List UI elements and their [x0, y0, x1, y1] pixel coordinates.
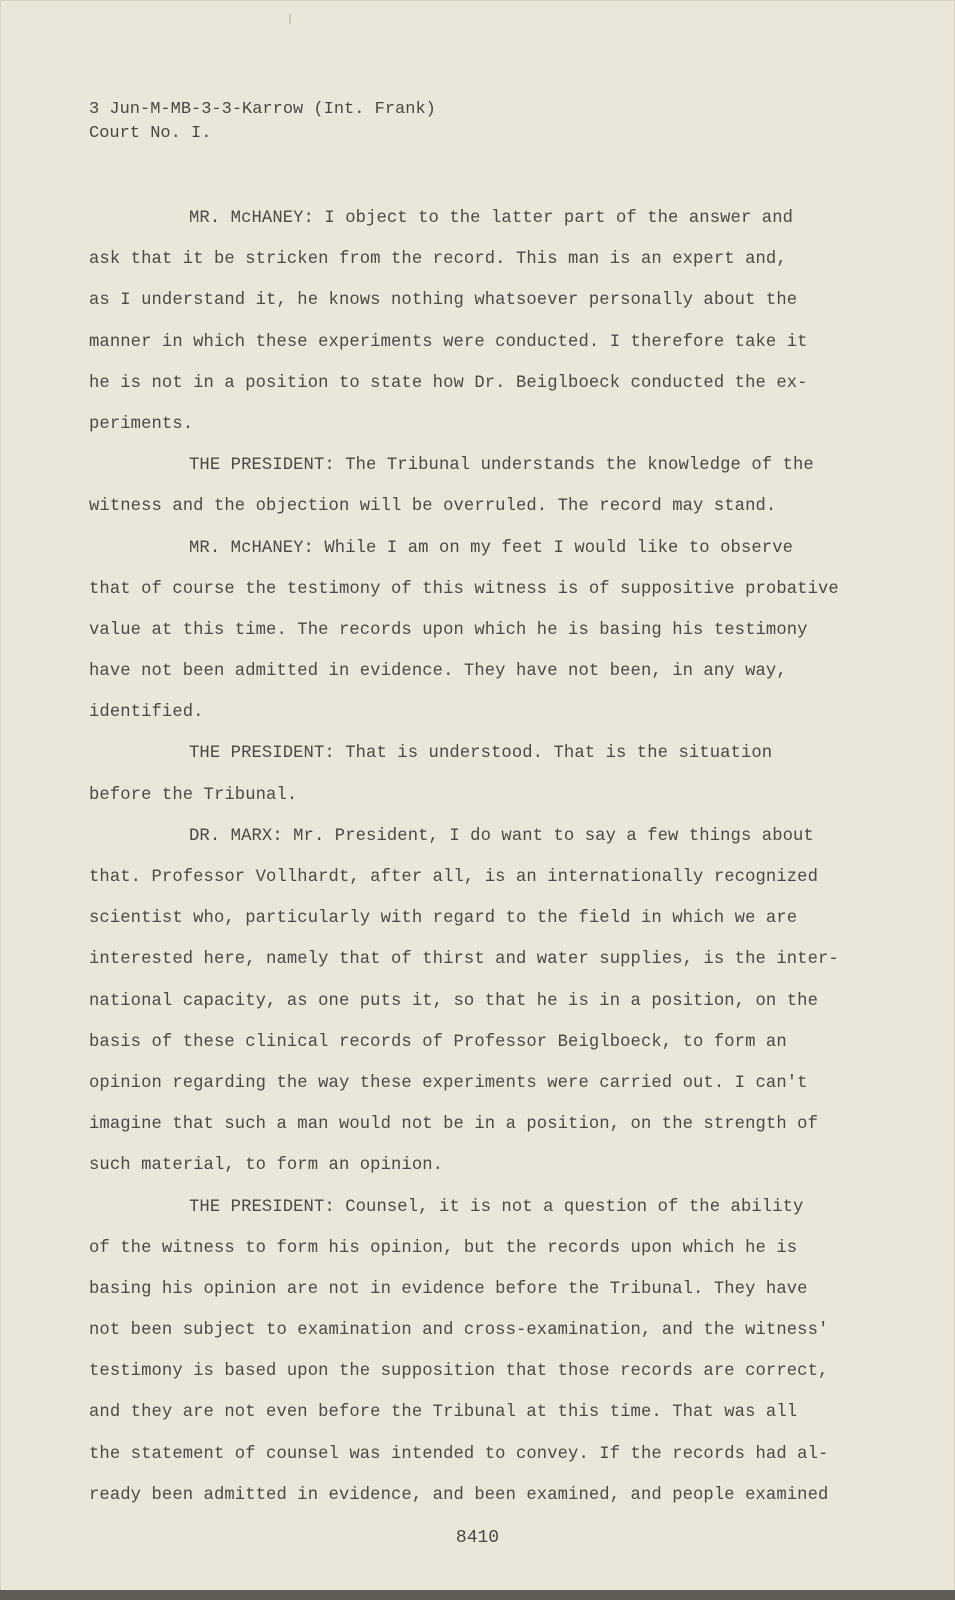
- transcript-line: ready been admitted in evidence, and been examined, and people examined: [89, 1485, 829, 1505]
- transcript-line: MR. McHANEY: While I am on my feet I would like to observe: [189, 538, 794, 558]
- transcript-line: THE PRESIDENT: Counsel, it is not a question of the ability: [189, 1197, 804, 1217]
- transcript-line: DR. MARX: Mr. President, I do want to say a few things about: [189, 826, 814, 846]
- transcript-line: have not been admitted in evidence. They have not been, in any way,: [89, 662, 787, 682]
- transcript-line: that. Professor Vollhardt, after all, is an internationally recognized: [89, 868, 818, 887]
- transcript-line: he is not in a position to state how Dr. Beiglboeck conducted the ex-: [89, 373, 808, 393]
- transcript-line: witness and the objection will be overruled. The record may stand.: [89, 497, 777, 517]
- transcript-line: periments.: [89, 414, 194, 434]
- page-number: 8410: [455, 1528, 500, 1548]
- transcript-line: that of course the testimony of this witness is of suppositive probative: [89, 579, 839, 599]
- transcript-line: interested here, namely that of thirst and water supplies, is the inter-: [89, 950, 839, 970]
- transcript-line: MR. McHANEY: I object to the latter part of the answer and: [189, 209, 794, 228]
- transcript-line: scientist who, particularly with regard to the field in which we are: [89, 909, 798, 929]
- transcript-line: value at this time. The records upon which he is basing his testimony: [89, 620, 808, 640]
- transcript-line: basis of these clinical records of Professor Beiglboeck, to form an: [89, 1032, 787, 1052]
- transcript-line: ask that it be stricken from the record. This man is an expert and,: [89, 250, 787, 270]
- transcript-line: testimony is based upon the supposition that those records are correct,: [89, 1362, 829, 1382]
- header-session-line: 3 Jun-M-MB-3-3-Karrow (Int. Frank): [89, 100, 436, 119]
- transcript-line: national capacity, as one puts it, so that he is in a position, on the: [89, 991, 818, 1011]
- transcript-line: identified.: [89, 703, 204, 723]
- transcript-line: manner in which these experiments were conducted. I therefore take it: [89, 332, 808, 352]
- document-header: [89, 98, 436, 146]
- transcript-line: and they are not even before the Tribunal at this time. That was all: [89, 1403, 798, 1423]
- paper-mark: [289, 14, 291, 24]
- transcript-line: basing his opinion are not in evidence before the Tribunal. They have: [89, 1279, 808, 1299]
- transcript-line: the statement of counsel was intended to convey. If the records had al-: [89, 1444, 829, 1464]
- transcript-line: as I understand it, he knows nothing whatsoever personally about the: [89, 291, 798, 311]
- transcript-line: such material, to form an opinion.: [89, 1156, 444, 1176]
- transcript-line: opinion regarding the way these experiments were carried out. I can't: [89, 1073, 808, 1093]
- transcript-line: THE PRESIDENT: The Tribunal understands the knowledge of the: [189, 456, 814, 476]
- transcript-line: imagine that such a man would not be in a position, on the strength of: [89, 1115, 818, 1135]
- transcript-line: of the witness to form his opinion, but the records upon which he is: [89, 1238, 798, 1258]
- header-court-line: Court No. I.: [89, 124, 212, 143]
- transcript-line: THE PRESIDENT: That is understood. That is the situation: [189, 744, 773, 764]
- transcript-body: [89, 198, 839, 1516]
- transcript-line: not been subject to examination and cross-examination, and the witness': [89, 1321, 829, 1341]
- transcript-line: before the Tribunal.: [89, 785, 298, 805]
